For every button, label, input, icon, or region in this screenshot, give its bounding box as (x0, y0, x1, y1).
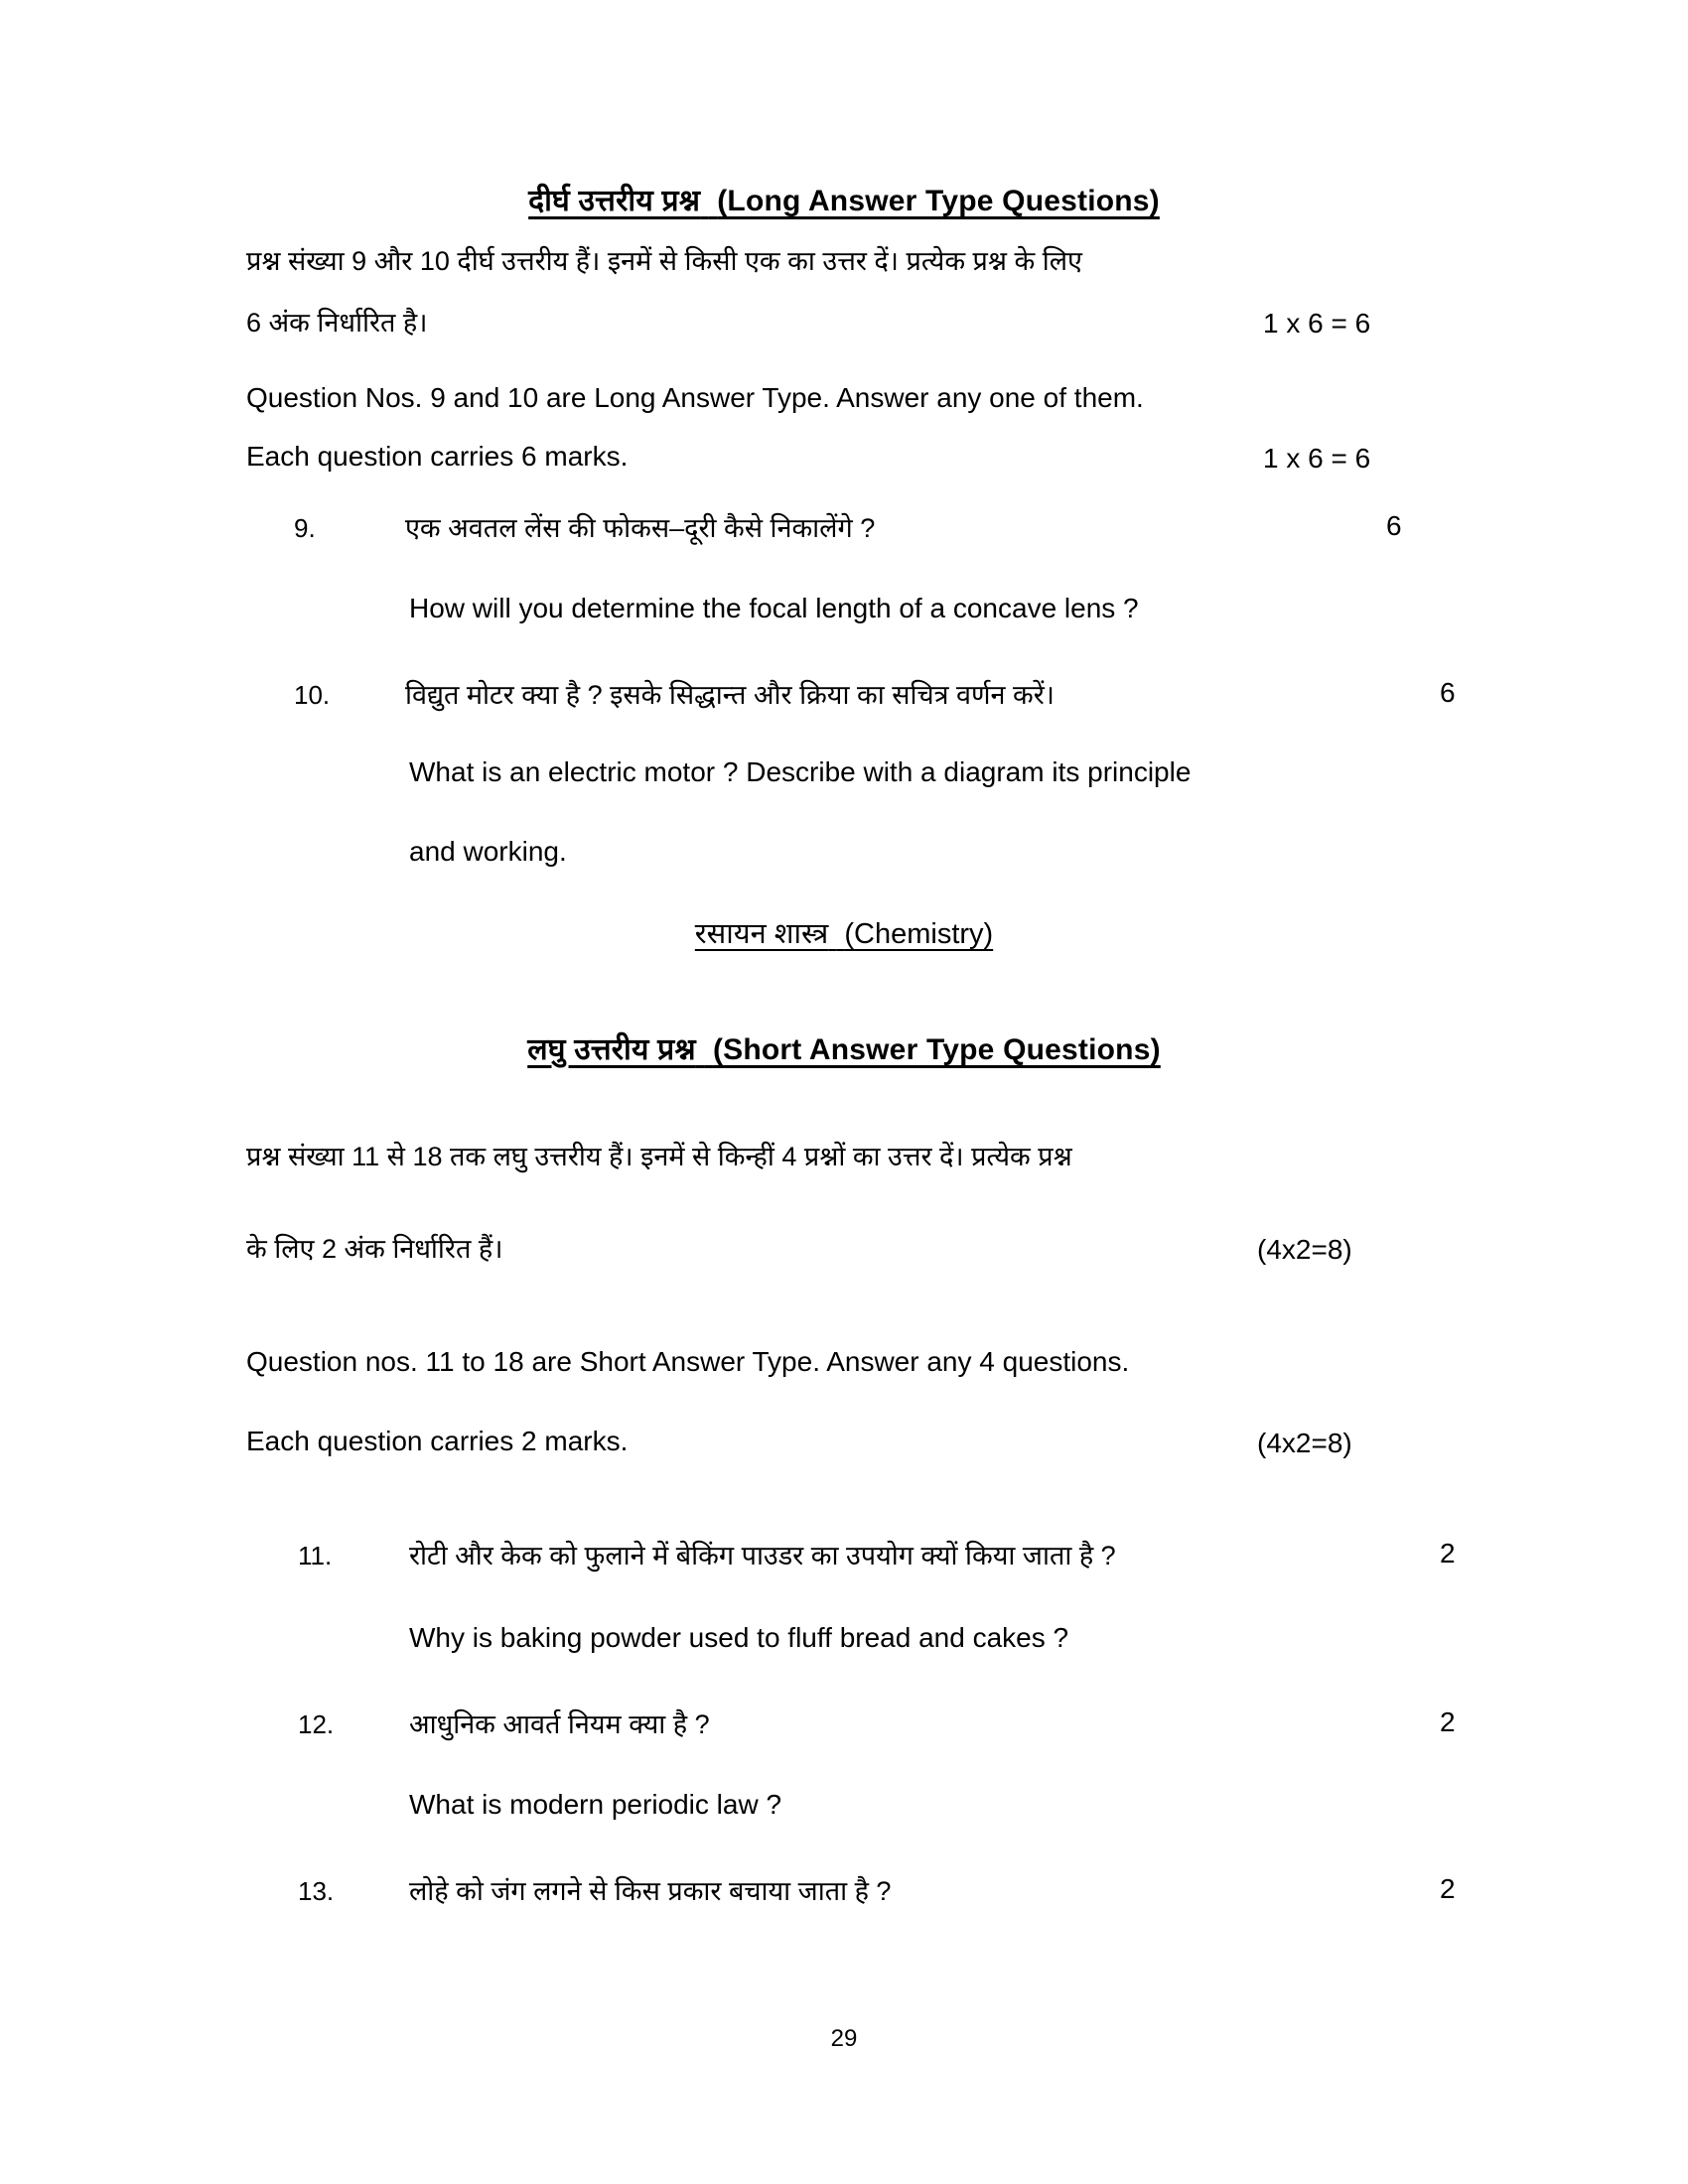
short-answer-section-heading (0, 1027, 1688, 1068)
long-answer-heading-hindi: दीर्घ उत्तरीय प्रश्न (528, 185, 701, 217)
question-9-number: 9. (294, 513, 316, 543)
question-9-marks: 6 (1386, 510, 1402, 541)
short-answer-heading-hindi: लघु उत्तरीय प्रश्न (527, 1033, 696, 1066)
short-answer-instructions-english-marks: (4x2=8) (1257, 1428, 1352, 1458)
long-answer-section-heading (0, 179, 1688, 219)
long-answer-instructions-english-line1: Question Nos. 9 and 10 are Long Answer Type. Answer any one of them. (246, 382, 1144, 413)
chemistry-heading-english: (Chemistry) (844, 918, 994, 950)
short-answer-instructions-hindi-line2: के लिए 2 अंक निर्धारित हैं। (246, 1234, 503, 1264)
question-13-text-hindi: लोहे को जंग लगने से किस प्रकार बचाया जाता है ? (409, 1876, 892, 1906)
short-answer-instructions-english-line2: Each question carries 2 marks. (246, 1426, 629, 1456)
short-answer-instructions-english-line1: Question nos. 11 to 18 are Short Answer Type. Answer any 4 questions. (246, 1346, 1130, 1377)
question-12-text-hindi: आधुनिक आवर्त नियम क्या है ? (409, 1709, 710, 1739)
question-10-text-english-line2: and working. (409, 836, 567, 867)
question-11-text-hindi: रोटी और केक को फुलाने में बेकिंग पाउडर का उपयोग क्यों किया जाता है ? (409, 1541, 1116, 1570)
short-answer-instructions-hindi-line1: प्रश्न संख्या 11 से 18 तक लघु उत्तरीय हैं। इनमें से किन्हीं 4 प्रश्नों का उत्तर दें। प्रत्येक प्रश्न (246, 1142, 1072, 1171)
question-9-text-english-line1: How will you determine the focal length of a concave lens ? (409, 593, 1139, 623)
question-13-number: 13. (298, 1876, 335, 1906)
question-9-text-hindi: एक अवतल लेंस की फोकस–दूरी कैसे निकालेंगे ? (405, 513, 876, 543)
question-10-number: 10. (294, 680, 331, 710)
long-answer-instructions-hindi-marks: 1 x 6 = 6 (1263, 308, 1371, 339)
question-10-text-hindi: विद्युत मोटर क्या है ? इसके सिद्धान्त और क्रिया का सचित्र वर्णन करें। (405, 680, 1055, 710)
long-answer-heading-english: (Long Answer Type Questions) (717, 185, 1160, 217)
chemistry-subject-heading (0, 913, 1688, 952)
long-answer-instructions-english-line2: Each question carries 6 marks. (246, 441, 629, 472)
long-answer-instructions-hindi-line1: प्रश्न संख्या 9 और 10 दीर्घ उत्तरीय हैं। इनमें से किसी एक का उत्तर दें। प्रत्येक प्रश्न के लिए (246, 246, 1082, 276)
long-answer-instructions-hindi-line2: 6 अंक निर्धारित है। (246, 308, 428, 338)
short-answer-heading-english: (Short Answer Type Questions) (712, 1033, 1161, 1066)
short-answer-instructions-hindi-marks: (4x2=8) (1257, 1234, 1352, 1265)
question-11-marks: 2 (1440, 1538, 1456, 1569)
question-12-number: 12. (298, 1709, 335, 1739)
long-answer-instructions-english-marks: 1 x 6 = 6 (1263, 443, 1371, 474)
question-12-text-english-line1: What is modern periodic law ? (409, 1789, 782, 1820)
chemistry-heading-hindi: रसायन शास्त्र (694, 918, 829, 950)
question-11-number: 11. (298, 1541, 333, 1570)
question-10-text-english-line1: What is an electric motor ? Describe with a diagram its principle (409, 756, 1192, 787)
question-13-marks: 2 (1440, 1873, 1456, 1904)
question-10-marks: 6 (1440, 677, 1456, 708)
page-number: 29 (830, 2025, 858, 2052)
question-11-text-english-line1: Why is baking powder used to fluff bread and cakes ? (409, 1622, 1069, 1653)
question-12-marks: 2 (1440, 1706, 1456, 1737)
